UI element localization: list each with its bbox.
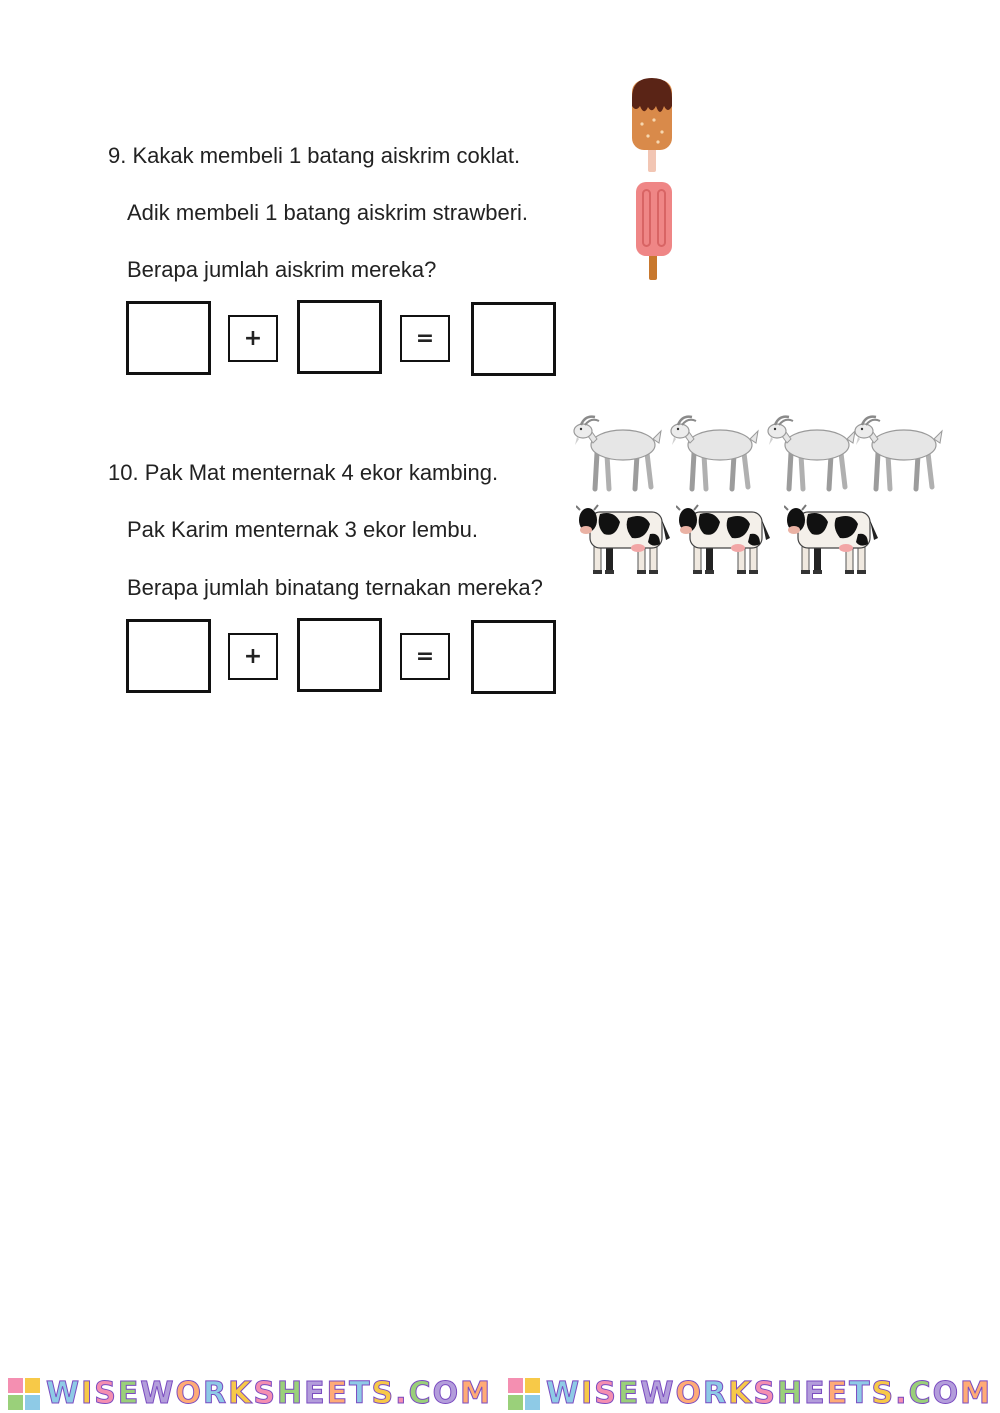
brand-letter: H — [776, 1376, 805, 1411]
brand-letter: C — [408, 1376, 433, 1411]
cow-icon — [784, 498, 880, 578]
footer-watermark — [0, 1374, 1000, 1413]
brand-letter: M — [960, 1376, 992, 1411]
brand-letter: W — [140, 1376, 176, 1411]
brand-letter: K — [228, 1376, 254, 1411]
brand-letter: H — [276, 1376, 305, 1411]
wise-logo-icon — [8, 1378, 40, 1410]
cow-icon — [676, 498, 772, 578]
brand-letter: T — [349, 1376, 372, 1411]
q9-plus-sign: + — [228, 315, 278, 362]
cow-icon — [576, 498, 672, 578]
q9-line-2: Adik membeli 1 batang aiskrim strawberi. — [127, 200, 529, 225]
goat-icon — [852, 413, 948, 493]
brand-text — [546, 1376, 992, 1411]
chocolate-icecream-icon — [626, 74, 678, 178]
q9-line-1: 9. Kakak membeli 1 batang aiskrim coklat. — [108, 143, 521, 168]
brand-letter: E — [804, 1376, 827, 1411]
brand-letter: S — [753, 1376, 777, 1411]
strawberry-icecream-icon — [633, 180, 675, 284]
q10-line-1: 10. Pak Mat menternak 4 ekor kambing. — [108, 460, 499, 485]
q10-answer-box-2[interactable] — [297, 618, 382, 692]
q10-answer-box-3[interactable] — [471, 620, 556, 694]
brand-letter: W — [546, 1376, 582, 1411]
brand-letter: I — [581, 1376, 595, 1411]
wise-logo-icon — [508, 1378, 540, 1410]
q10-line-3: Berapa jumlah binatang ternakan mereka? — [127, 575, 543, 600]
brand-letter: T — [849, 1376, 872, 1411]
brand-letter: I — [81, 1376, 95, 1411]
brand-text — [46, 1376, 492, 1411]
brand-letter: O — [932, 1376, 961, 1411]
brand-letter: O — [432, 1376, 461, 1411]
goat-icon — [765, 413, 861, 493]
brand-letter: K — [728, 1376, 754, 1411]
q9-equals-sign: = — [400, 315, 450, 362]
brand-logo — [508, 1376, 992, 1411]
brand-letter: E — [326, 1376, 350, 1411]
q10-equals-sign: = — [400, 633, 450, 680]
brand-logo — [8, 1376, 492, 1411]
brand-letter: E — [826, 1376, 850, 1411]
brand-letter: S — [594, 1376, 618, 1411]
brand-letter: . — [895, 1376, 909, 1411]
q9-line-3: Berapa jumlah aiskrim mereka? — [127, 257, 437, 282]
brand-letter: W — [640, 1376, 676, 1411]
brand-letter: O — [175, 1376, 203, 1411]
q9-answer-box-1[interactable] — [126, 301, 211, 375]
brand-letter: S — [253, 1376, 277, 1411]
q9-answer-box-3[interactable] — [471, 302, 556, 376]
brand-letter: S — [94, 1376, 118, 1411]
q10-answer-box-1[interactable] — [126, 619, 211, 693]
brand-letter: S — [371, 1376, 396, 1411]
brand-letter: E — [117, 1376, 141, 1411]
brand-letter: R — [203, 1376, 229, 1411]
brand-letter: W — [46, 1376, 82, 1411]
goat-icon — [668, 413, 764, 493]
brand-letter: C — [908, 1376, 933, 1411]
brand-letter: R — [703, 1376, 729, 1411]
q10-line-2: Pak Karim menternak 3 ekor lembu. — [127, 517, 478, 542]
brand-letter: E — [617, 1376, 641, 1411]
q9-answer-box-2[interactable] — [297, 300, 382, 374]
brand-letter: S — [871, 1376, 896, 1411]
brand-letter: M — [460, 1376, 492, 1411]
brand-letter: . — [395, 1376, 409, 1411]
q10-plus-sign: + — [228, 633, 278, 680]
goat-icon — [571, 413, 667, 493]
brand-letter: O — [675, 1376, 703, 1411]
brand-letter: E — [304, 1376, 327, 1411]
